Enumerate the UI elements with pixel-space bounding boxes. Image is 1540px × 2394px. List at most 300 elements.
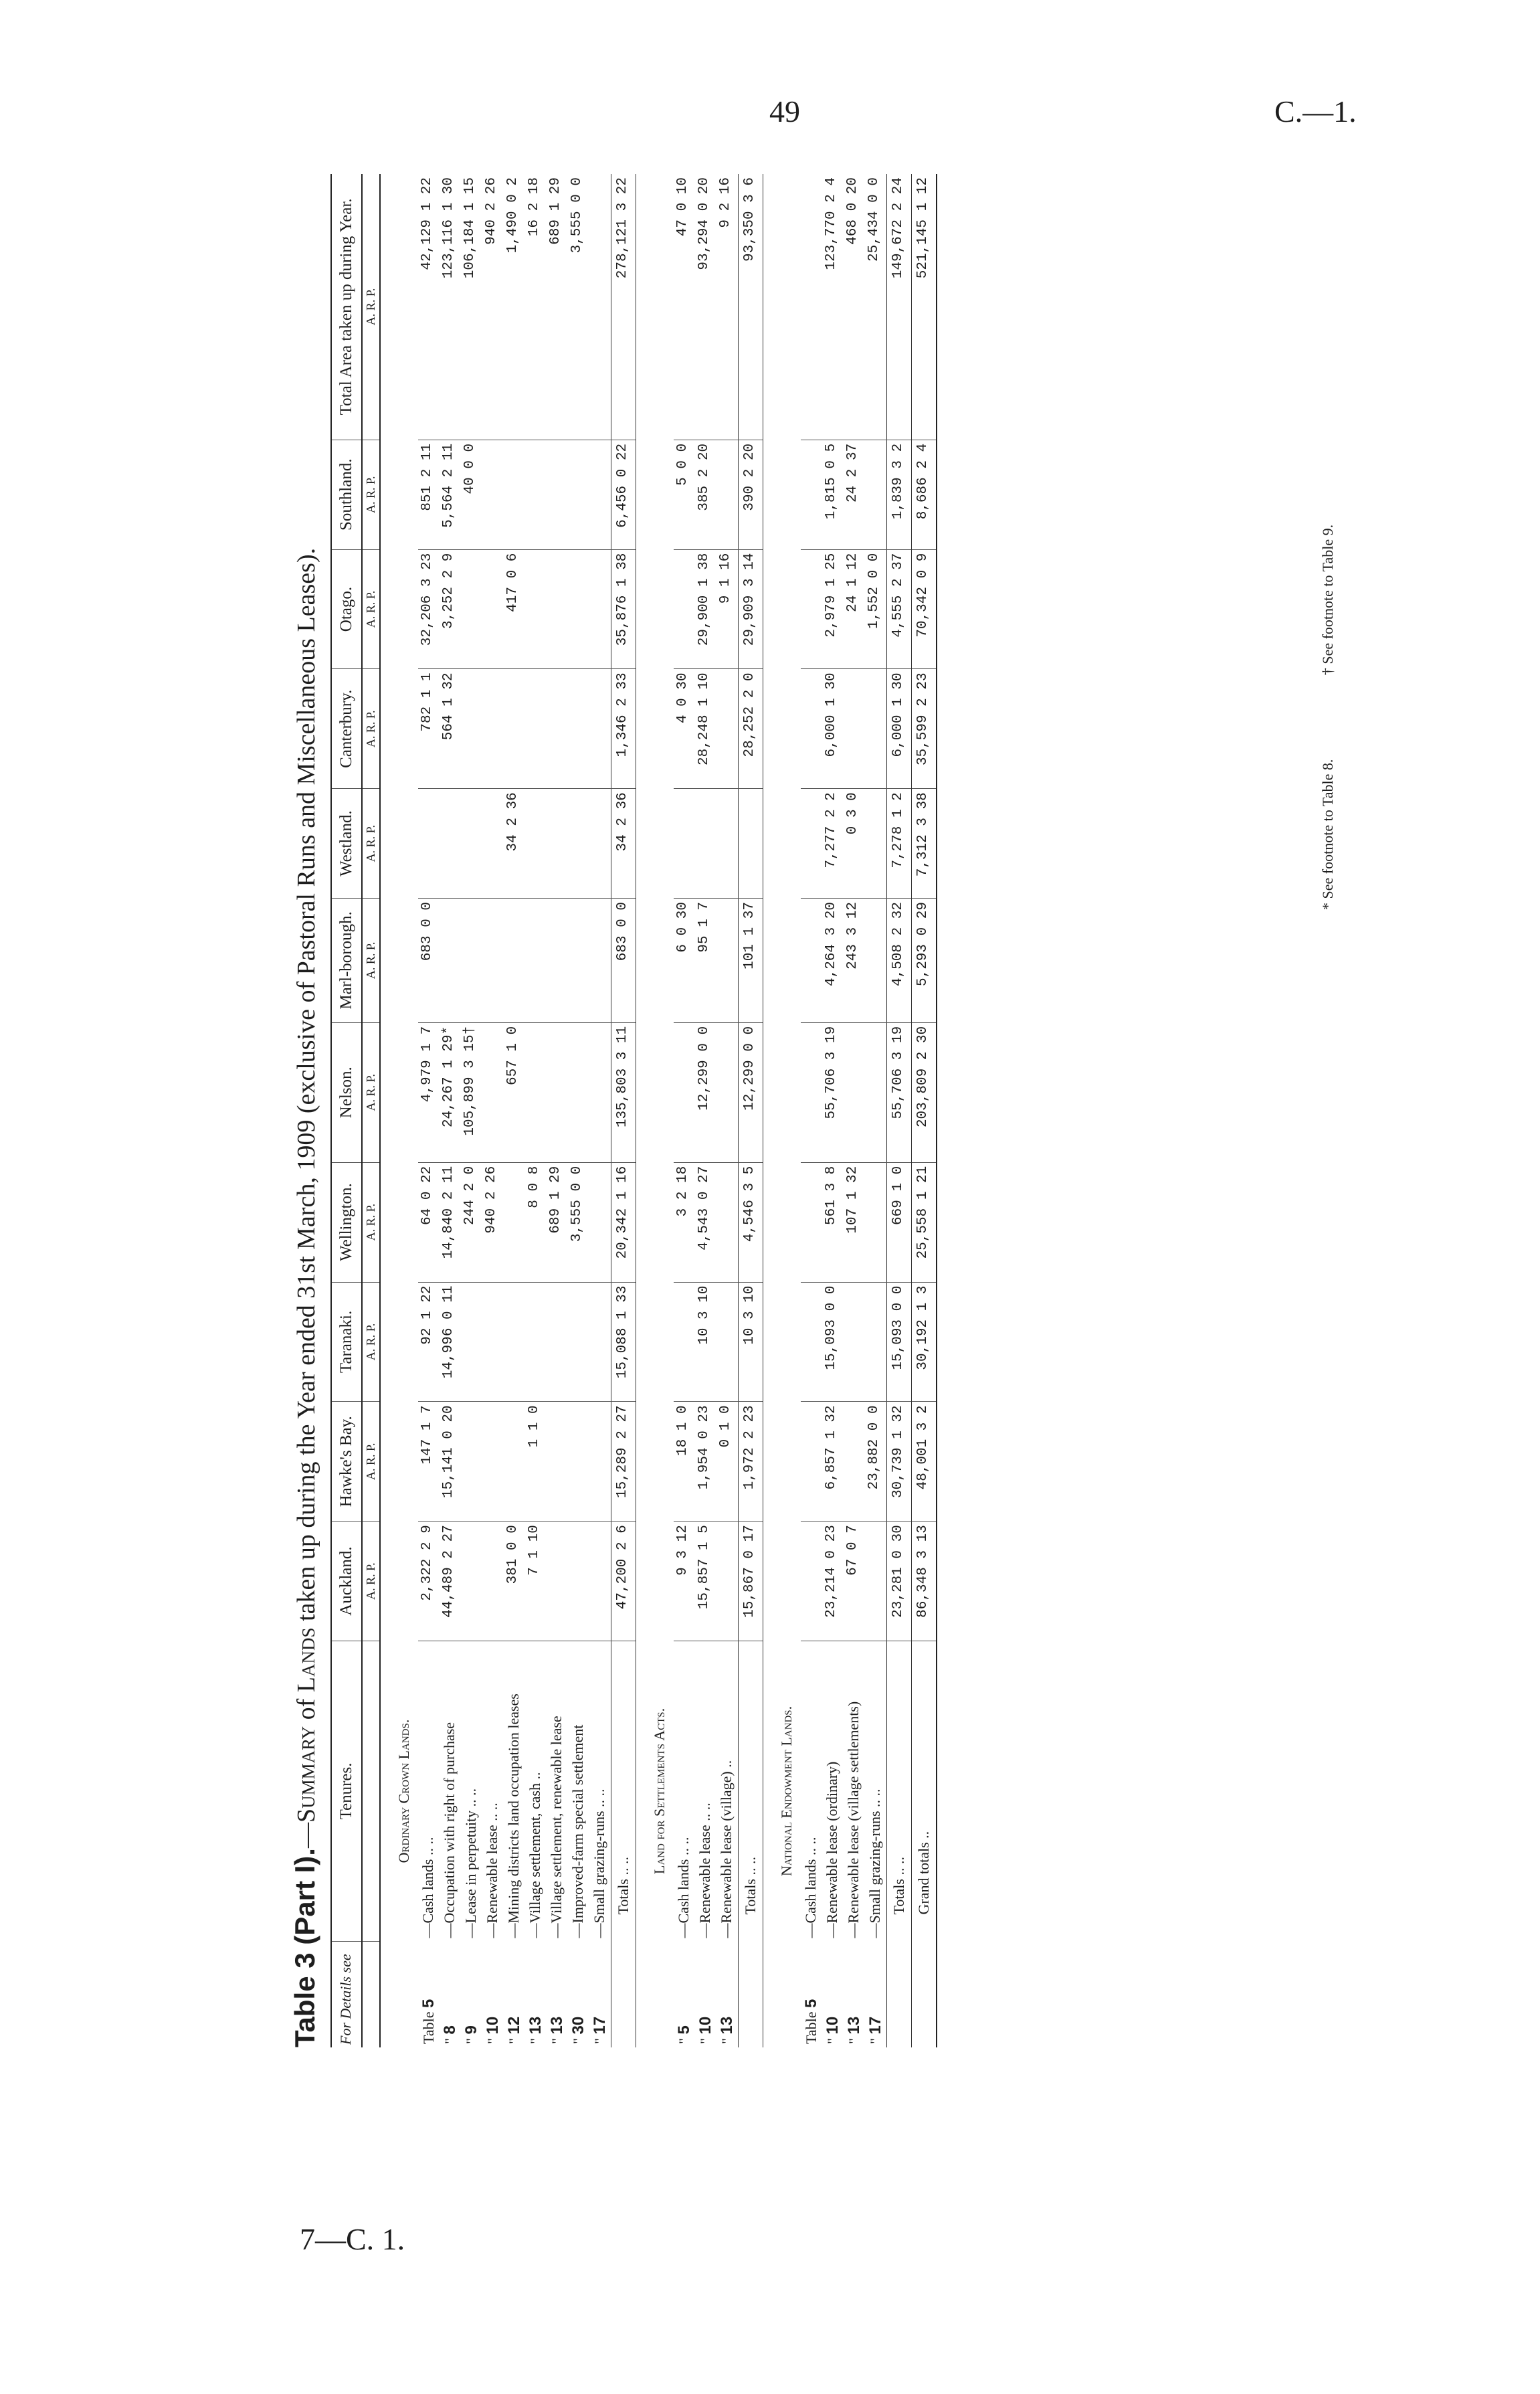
region-value: 203,809 2 30 [912, 1022, 937, 1162]
unit-label: A. R. P. [362, 1522, 380, 1641]
region-value [801, 174, 822, 440]
detail-table-word: " [824, 2038, 841, 2044]
detail-ref [822, 1942, 844, 2048]
region-value [844, 1402, 865, 1522]
region-value [547, 549, 568, 669]
detail-table-word: " [442, 2038, 458, 2044]
region-value [716, 440, 739, 549]
region-value: 278,121 3 22 [611, 174, 636, 440]
detail-table-number: 30 [569, 2016, 587, 2035]
detail-table-word: " [591, 2038, 608, 2044]
region-value: 24,267 1 29* [440, 1022, 461, 1162]
section-blank [380, 1942, 418, 2048]
region-value: 6 0 30 [674, 898, 695, 1022]
table-body [380, 174, 937, 2047]
region-value: 23,882 0 0 [865, 1402, 887, 1522]
region-value: 107 1 32 [844, 1162, 865, 1282]
region-value [482, 1022, 504, 1162]
tenure-label: —Renewable lease .. .. [696, 1803, 713, 1938]
region-value: 15,857 1 5 [695, 1522, 716, 1641]
region-value [844, 1282, 865, 1402]
unit-label: A. R. P. [362, 174, 380, 440]
tenure-label: —Small grazing-runs .. .. [591, 1788, 607, 1938]
region-value [865, 789, 887, 899]
region-value: 30,192 1 3 [912, 1282, 937, 1402]
table-row [674, 174, 695, 2047]
detail-table-number: 12 [505, 2016, 523, 2035]
region-value [674, 789, 695, 899]
region-value: 4,508 2 32 [887, 898, 912, 1022]
region-value: 30,739 1 32 [887, 1402, 912, 1522]
unit-label: A. R. P. [362, 669, 380, 789]
unit-blank [362, 1942, 380, 2048]
section-fill [636, 174, 674, 1641]
detail-ref [865, 1942, 887, 2048]
tenure-label: Grand totals .. [912, 1641, 937, 1942]
table-row [844, 174, 865, 2047]
region-value: 67 0 7 [844, 1522, 865, 1641]
detail-ref [739, 1942, 763, 2048]
region-value: 40 0 0 [461, 440, 482, 549]
section-blank [763, 1942, 801, 2048]
detail-ref [674, 1942, 695, 2048]
region-value [461, 1522, 482, 1641]
region-value [568, 1522, 589, 1641]
detail-table-number: 9 [462, 2025, 480, 2035]
section-heading: Land for Settlements Acts. [651, 1708, 668, 1875]
region-value: 44,489 2 27 [440, 1522, 461, 1641]
region-value [482, 440, 504, 549]
region-value [716, 1022, 739, 1162]
table-row [461, 174, 482, 2047]
region-value [716, 789, 739, 899]
table-row [801, 174, 822, 2047]
region-value [589, 669, 611, 789]
region-value [504, 669, 525, 789]
title-of: of [292, 1698, 320, 1720]
detail-ref [844, 1942, 865, 2048]
region-value: 15,289 2 27 [611, 1402, 636, 1522]
region-value [844, 1022, 865, 1162]
region-value: 521,145 1 12 [912, 174, 937, 440]
region-value: 683 0 0 [611, 898, 636, 1022]
region-value [525, 549, 547, 669]
detail-table-word: " [506, 2038, 522, 2044]
region-value [865, 1022, 887, 1162]
unit-label: A. R. P. [362, 789, 380, 899]
totals-row [611, 174, 636, 2047]
section-heading-row [763, 174, 801, 2047]
region-value [865, 1522, 887, 1641]
footnote: † See footnote to Table 9. [1319, 524, 1336, 676]
region-value [482, 549, 504, 669]
detail-table-word: " [527, 2038, 544, 2044]
region-value: 4,543 0 27 [695, 1162, 716, 1282]
region-value: 34 2 36 [504, 789, 525, 899]
region-value: 147 1 7 [418, 1402, 440, 1522]
tenure-label: —Lease in perpetuity .. .. [462, 1788, 479, 1938]
region-value: 940 2 26 [482, 174, 504, 440]
detail-ref [440, 1942, 461, 2048]
region-value: 93,350 3 6 [739, 174, 763, 440]
region-value: 5,564 2 11 [440, 440, 461, 549]
region-value: 15,093 0 0 [822, 1282, 844, 1402]
region-value: 417 0 6 [504, 549, 525, 669]
region-value: 15,088 1 33 [611, 1282, 636, 1402]
region-value [482, 669, 504, 789]
region-value: 1,972 2 23 [739, 1402, 763, 1522]
region-value: 29,909 3 14 [739, 549, 763, 669]
unit-label: A. R. P. [362, 549, 380, 669]
region-value: 23,214 0 23 [822, 1522, 844, 1641]
detail-ref [695, 1942, 716, 2048]
region-value [461, 898, 482, 1022]
region-value [716, 1162, 739, 1282]
region-value: 4,546 3 5 [739, 1162, 763, 1282]
title-rest: taken up during the Year ended 31st March, 1909 (exclusive of Pastoral Runs and Miscellaneous Leases). [292, 547, 320, 1621]
tenure-label: —Village settlement, renewable lease [548, 1716, 565, 1938]
region-value: 10 3 10 [739, 1282, 763, 1402]
table-label: Table 3 (Part I). [289, 1848, 320, 2047]
region-value [440, 898, 461, 1022]
detail-table-word: " [484, 2038, 501, 2044]
region-value [504, 440, 525, 549]
detail-ref [418, 1942, 440, 2048]
region-value: 149,672 2 24 [887, 174, 912, 440]
region-value [739, 789, 763, 899]
region-value [547, 789, 568, 899]
detail-ref [482, 1942, 504, 2048]
detail-table-word: " [697, 2038, 714, 2044]
table-row [418, 174, 440, 2047]
region-value [589, 174, 611, 440]
table-row [695, 174, 716, 2047]
region-value: 123,770 2 4 [822, 174, 844, 440]
region-value: 35,599 2 23 [912, 669, 937, 789]
region-value [461, 1282, 482, 1402]
detail-table-number: 8 [441, 2025, 459, 2035]
region-value [801, 1162, 822, 1282]
detail-table-number: 10 [696, 2016, 714, 2035]
region-value [568, 789, 589, 899]
detail-ref [525, 1942, 547, 2048]
footnotes [1319, 444, 1337, 910]
region-value: 48,001 3 2 [912, 1402, 937, 1522]
region-value: 468 0 20 [844, 174, 865, 440]
region-value [547, 1402, 568, 1522]
region-value: 7,277 2 2 [822, 789, 844, 899]
detail-table-word: " [676, 2038, 692, 2044]
unit-label: A. R. P. [362, 1282, 380, 1402]
region-value [461, 549, 482, 669]
region-value: 35,876 1 38 [611, 549, 636, 669]
table-row [568, 174, 589, 2047]
region-value: 8 0 8 [525, 1162, 547, 1282]
region-value [589, 789, 611, 899]
region-value [525, 669, 547, 789]
region-value [547, 1282, 568, 1402]
detail-ref [716, 1942, 739, 2048]
detail-table-number: 13 [526, 2016, 545, 2035]
region-value [589, 1282, 611, 1402]
region-value: 18 1 0 [674, 1402, 695, 1522]
region-value: 4 0 30 [674, 669, 695, 789]
region-value: 70,342 0 9 [912, 549, 937, 669]
region-value [716, 898, 739, 1022]
tenure-label: Totals .. .. [739, 1641, 763, 1942]
detail-table-word: " [549, 2038, 565, 2044]
table-row [865, 174, 887, 2047]
region-value: 5 0 0 [674, 440, 695, 549]
region-value: 32,206 3 23 [418, 549, 440, 669]
unit-label: A. R. P. [362, 898, 380, 1022]
region-value [482, 789, 504, 899]
region-value [801, 549, 822, 669]
totals-row [739, 174, 763, 2047]
table-row [716, 174, 739, 2047]
region-value [525, 898, 547, 1022]
region-header: Marl-borough. [331, 898, 362, 1022]
region-value: 1,346 2 33 [611, 669, 636, 789]
region-value: 101 1 37 [739, 898, 763, 1022]
signature-mark: 7—C. 1. [300, 2222, 405, 2256]
unit-blank [362, 1641, 380, 1942]
region-value: 25,434 0 0 [865, 174, 887, 440]
section-heading: National Endowment Lands. [778, 1706, 795, 1877]
section-fill [763, 174, 801, 1641]
region-value: 25,558 1 21 [912, 1162, 937, 1282]
tenure-label: —Village settlement, cash .. [526, 1772, 543, 1938]
grand-totals-row [912, 174, 937, 2047]
region-value: 55,706 3 19 [822, 1022, 844, 1162]
region-value [525, 1022, 547, 1162]
unit-label: A. R. P. [362, 1402, 380, 1522]
region-value [547, 1522, 568, 1641]
detail-table-number: 5 [419, 1999, 438, 2008]
region-value: 24 1 12 [844, 549, 865, 669]
tenure-label: Totals .. .. [611, 1641, 636, 1942]
region-value [504, 1282, 525, 1402]
table-row [440, 174, 461, 2047]
region-value [547, 898, 568, 1022]
region-value [844, 669, 865, 789]
region-value [418, 789, 440, 899]
detail-ref [611, 1942, 636, 2048]
region-header: Total Area taken up during Year. [331, 174, 362, 440]
region-value: 1,552 0 0 [865, 549, 887, 669]
region-value: 64 0 22 [418, 1162, 440, 1282]
region-value: 4,555 2 37 [887, 549, 912, 669]
table-row [525, 174, 547, 2047]
table-row [504, 174, 525, 2047]
region-value: 7,312 3 38 [912, 789, 937, 899]
detail-table-number: 13 [548, 2016, 566, 2035]
region-value: 1,490 0 2 [504, 174, 525, 440]
region-value: 92 1 22 [418, 1282, 440, 1402]
tenure-label: —Cash lands .. .. [675, 1837, 692, 1938]
region-value: 20,342 1 16 [611, 1162, 636, 1282]
region-value: 14,996 0 11 [440, 1282, 461, 1402]
tenure-label: —Renewable lease (ordinary) [824, 1761, 840, 1938]
detail-ref [801, 1942, 822, 2048]
region-value: 564 1 32 [440, 669, 461, 789]
table-title [289, 174, 321, 2047]
region-header: Southland. [331, 440, 362, 549]
region-value: 0 1 0 [716, 1402, 739, 1522]
region-value [525, 789, 547, 899]
region-value: 12,299 0 0 [695, 1022, 716, 1162]
region-value: 683 0 0 [418, 898, 440, 1022]
detail-ref [547, 1942, 568, 2048]
page-number: 49 [769, 94, 800, 128]
region-value [801, 669, 822, 789]
title-lands-word: Lands [292, 1627, 320, 1693]
region-value: 15,141 0 20 [440, 1402, 461, 1522]
table-row [589, 174, 611, 2047]
region-value: 55,706 3 19 [887, 1022, 912, 1162]
detail-ref [504, 1942, 525, 2048]
region-value: 6,000 1 30 [822, 669, 844, 789]
region-value [461, 789, 482, 899]
detail-ref [568, 1942, 589, 2048]
region-value [801, 1522, 822, 1641]
detail-table-word: " [570, 2038, 587, 2044]
detail-table-number: 10 [484, 2016, 502, 2035]
detail-table-word: Table [803, 2011, 820, 2044]
region-value: 4,979 1 7 [418, 1022, 440, 1162]
region-value: 940 2 26 [482, 1162, 504, 1282]
region-value [547, 669, 568, 789]
section-heading-row [380, 174, 418, 2047]
region-value [589, 898, 611, 1022]
region-value: 4,264 3 20 [822, 898, 844, 1022]
region-value [504, 1162, 525, 1282]
tenure-label: —Renewable lease (village) .. [718, 1760, 735, 1938]
region-value: 23,281 0 30 [887, 1522, 912, 1641]
title-dash: — [292, 1823, 320, 1849]
detail-table-word: " [463, 2038, 480, 2044]
unit-label: A. R. P. [362, 440, 380, 549]
region-value [716, 1282, 739, 1402]
region-value [865, 1162, 887, 1282]
detail-table-number: 13 [845, 2016, 863, 2035]
region-value [482, 1282, 504, 1402]
region-value: 28,252 2 0 [739, 669, 763, 789]
tenure-label: —Cash lands .. .. [802, 1837, 819, 1938]
region-value [461, 669, 482, 789]
region-value: 1,954 0 23 [695, 1402, 716, 1522]
region-value: 16 2 18 [525, 174, 547, 440]
rotated-table-page [289, 174, 1339, 2047]
detail-table-number: 17 [591, 2016, 609, 2035]
region-value [568, 669, 589, 789]
region-value [568, 440, 589, 549]
region-value: 9 1 16 [716, 549, 739, 669]
region-value: 86,348 3 13 [912, 1522, 937, 1641]
region-value [674, 549, 695, 669]
detail-ref [912, 1942, 937, 2048]
region-value: 8,686 2 4 [912, 440, 937, 549]
region-value [801, 1402, 822, 1522]
region-value: 47,200 2 6 [611, 1522, 636, 1641]
region-value: 6,857 1 32 [822, 1402, 844, 1522]
region-value [801, 789, 822, 899]
tenure-label: Totals .. .. [887, 1641, 912, 1942]
region-value: 243 3 12 [844, 898, 865, 1022]
region-value: 851 2 11 [418, 440, 440, 549]
region-value: 12,299 0 0 [739, 1022, 763, 1162]
region-value [525, 1282, 547, 1402]
region-value [568, 1282, 589, 1402]
section-fill [380, 174, 418, 1641]
region-value [482, 898, 504, 1022]
region-value [695, 789, 716, 899]
region-value [547, 1022, 568, 1162]
region-value [504, 1402, 525, 1522]
region-value: 135,803 3 11 [611, 1022, 636, 1162]
table-row [547, 174, 568, 2047]
region-value [547, 440, 568, 549]
region-value [716, 669, 739, 789]
region-value: 34 2 36 [611, 789, 636, 899]
section-heading-row [636, 174, 674, 2047]
region-value: 2,979 1 25 [822, 549, 844, 669]
region-value [568, 549, 589, 669]
region-value: 3 2 18 [674, 1162, 695, 1282]
unit-label: A. R. P. [362, 1162, 380, 1282]
region-value: 5,293 0 29 [912, 898, 937, 1022]
region-value: 6,000 1 30 [887, 669, 912, 789]
region-header: Nelson. [331, 1022, 362, 1162]
tenure-label: —Small grazing-runs .. .. [866, 1788, 883, 1938]
region-value [440, 789, 461, 899]
region-value [865, 669, 887, 789]
region-header: Hawke's Bay. [331, 1402, 362, 1522]
region-value: 29,900 1 38 [695, 549, 716, 669]
region-value: 15,093 0 0 [887, 1282, 912, 1402]
region-value: 390 2 20 [739, 440, 763, 549]
region-value [716, 1522, 739, 1641]
detail-table-number: 10 [824, 2016, 842, 2035]
region-header: Westland. [331, 789, 362, 899]
region-value [801, 1282, 822, 1402]
region-value [865, 440, 887, 549]
detail-table-number: 5 [675, 2025, 693, 2035]
detail-table-word: Table [420, 2011, 437, 2044]
region-value [865, 898, 887, 1022]
region-value: 3,555 0 0 [568, 174, 589, 440]
region-value: 381 0 0 [504, 1522, 525, 1641]
detail-table-word: " [846, 2038, 862, 2044]
region-header: Canterbury. [331, 669, 362, 789]
region-value: 1 1 0 [525, 1402, 547, 1522]
region-value [801, 440, 822, 549]
unit-row [362, 174, 380, 2047]
region-value: 7 1 10 [525, 1522, 547, 1641]
region-value: 123,116 1 30 [440, 174, 461, 440]
tenure-label: —Renewable lease (village settlements) [845, 1701, 862, 1938]
region-value: 7,278 1 2 [887, 789, 912, 899]
region-value [589, 1402, 611, 1522]
region-value [801, 898, 822, 1022]
region-value: 3,252 2 9 [440, 549, 461, 669]
region-value [589, 1522, 611, 1641]
region-value: 93,294 0 20 [695, 174, 716, 440]
region-value: 105,899 3 15† [461, 1022, 482, 1162]
totals-row [887, 174, 912, 2047]
region-value: 561 3 8 [822, 1162, 844, 1282]
details-column-header: For Details see [331, 1942, 362, 2048]
